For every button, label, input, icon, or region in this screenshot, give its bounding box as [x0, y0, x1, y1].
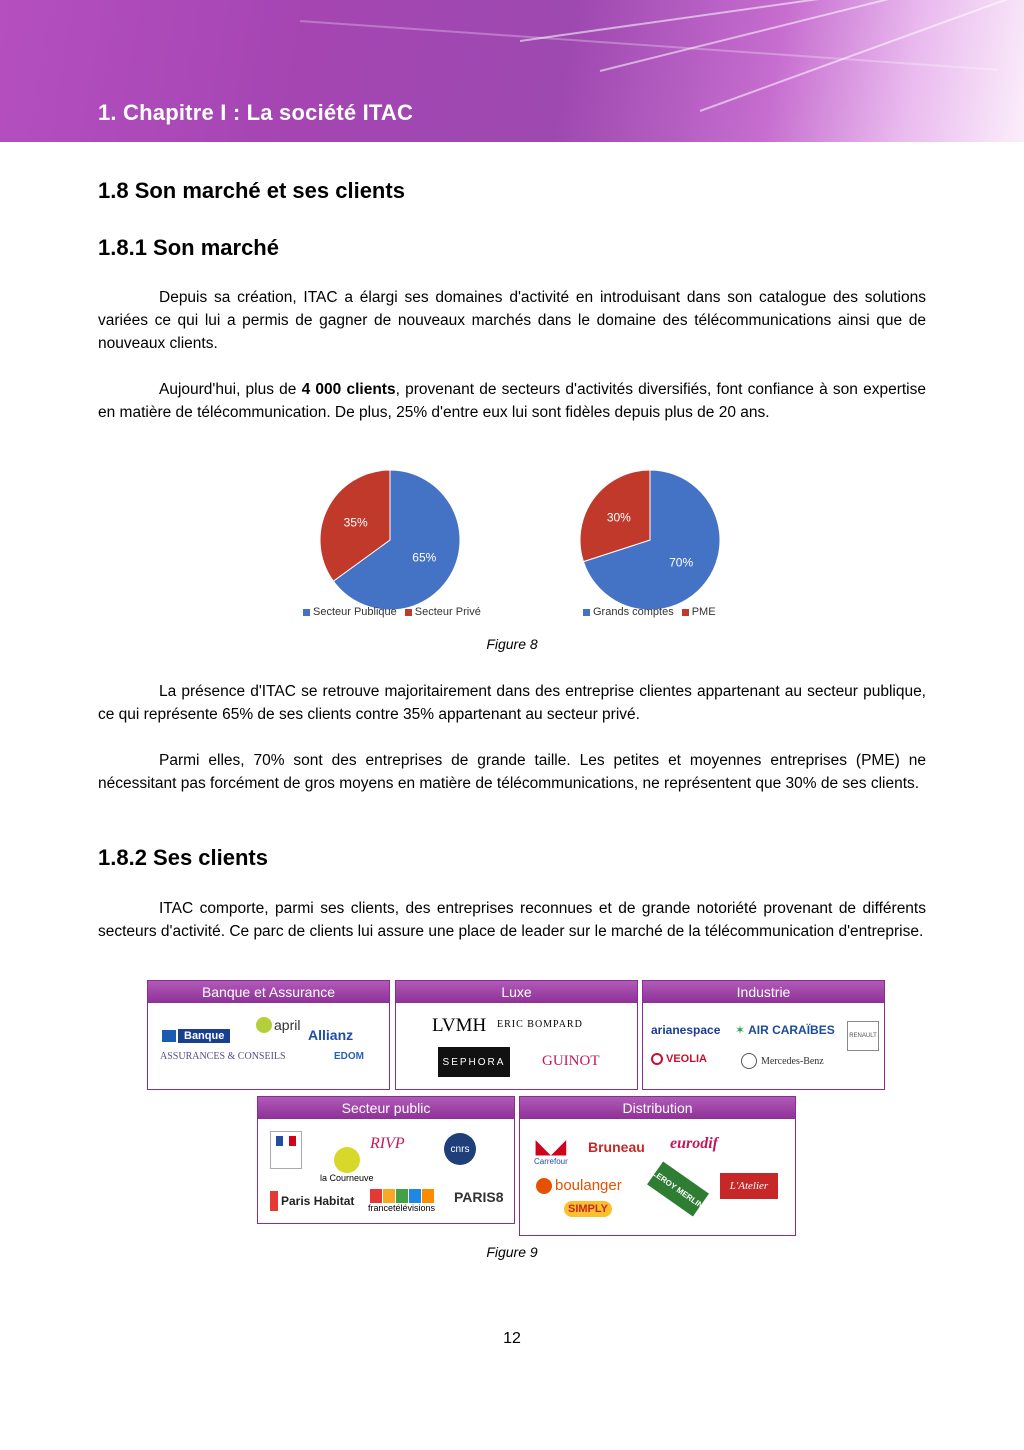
clients-industrie-title: Industrie — [643, 981, 884, 1003]
logo-eric-bompard: ERIC BOMPARD — [497, 1019, 583, 1030]
logo-republique — [270, 1131, 302, 1169]
figure-8-caption: Figure 8 — [486, 636, 538, 652]
logo-renault: RENAULT — [847, 1021, 879, 1051]
clients-bank-box — [147, 980, 390, 1090]
paragraph-market-1: Depuis sa création, ITAC a élargi ses domaines d'activité en introduisant dans son catalogue des solutions variées ce qui lui a permis de gagner de nouveaux marchés dans le domaine des télécommunications ainsi que de nouveaux clients. — [98, 289, 926, 352]
clients-luxe-title: Luxe — [396, 981, 637, 1003]
paragraph-market-4: Parmi elles, 70% sont des entreprises de grande taille. Les petites et moyennes entreprises (PME) ne nécessitant pas forcément de gros moyens en matière de télécommunications, ne représentent que 30% de ses clients. — [98, 752, 926, 792]
pie-chart-sector — [300, 450, 530, 630]
logo-mercedes: Mercedes-Benz — [741, 1053, 824, 1069]
logo-boulanger: boulanger — [536, 1177, 622, 1194]
clients-bank-title: Banque et Assurance — [148, 981, 389, 1003]
logo-eurodif: eurodif — [670, 1135, 718, 1152]
logo-arianespace: arianespace — [651, 1023, 721, 1037]
clients-distribution-box — [519, 1096, 796, 1236]
logo-paris-habitat: Paris Habitat — [270, 1191, 354, 1211]
chapter-title: 1. Chapitre I : La société ITAC — [98, 100, 414, 125]
pie-label-0-0: 65% — [412, 550, 437, 565]
logo-la-courneuve: la Courneuve — [320, 1147, 374, 1183]
logo-bruneau: Bruneau — [588, 1139, 645, 1155]
logo-april: april — [256, 1017, 300, 1033]
legend-size — [583, 606, 716, 618]
pie-label-1-1: 30% — [606, 510, 631, 525]
legend-item-large: Grands comptes — [583, 606, 674, 618]
logo-air-caraibes: ✶ AIR CARAÏBES — [735, 1023, 835, 1037]
logo-france-televisions: francetélévisions — [368, 1189, 435, 1213]
logo-edom: EDOM — [334, 1051, 364, 1062]
legend-item-private: Secteur Privé — [405, 606, 481, 618]
subsection-title-market: 1.8.1 Son marché — [98, 235, 279, 260]
logo-latelier: L'Atelier — [720, 1173, 778, 1199]
clients-public-title: Secteur public — [258, 1097, 514, 1119]
legend-item-public: Secteur Publique — [303, 606, 397, 618]
legend-item-pme: PME — [682, 606, 716, 618]
paragraph-market-3: La présence d'ITAC se retrouve majoritairement dans des entreprise clientes appartenant au secteur publique, ce qui représente 65% de ses clients contre 35% appartenant au secteur privé. — [98, 683, 926, 723]
subsection-title-clients: 1.8.2 Ses clients — [98, 845, 268, 870]
logo-allianz: Allianz — [308, 1027, 354, 1043]
pie-svg-sector — [300, 450, 530, 610]
pie-label-1-0: 70% — [669, 555, 694, 570]
clients-distribution-title: Distribution — [520, 1097, 795, 1119]
logo-simply: SIMPLY — [564, 1201, 612, 1217]
clients-industrie-box — [642, 980, 885, 1090]
logo-leroy-merlin: LEROY MERLIN — [647, 1161, 709, 1216]
logo-paris8: PARIS8 — [454, 1189, 504, 1205]
clients-public-box — [257, 1096, 515, 1224]
logo-sephora: SEPHORA — [438, 1047, 510, 1077]
logo-cnrs: cnrs — [444, 1133, 476, 1165]
logo-guinot: GUINOT — [542, 1053, 600, 1069]
paragraph-clients-1: ITAC comporte, parmi ses clients, des entreprises reconnues et de grande notoriété provenant de différents secteurs d'activité. Ce parc de clients lui assure une place de leader sur le marché de la télécommunication d'entreprise. — [98, 900, 926, 940]
logo-lvmh: LVMH — [432, 1015, 487, 1036]
figure-9-caption: Figure 9 — [486, 1244, 538, 1260]
paragraph-market-2: Aujourd'hui, plus de 4 000 clients, provenant de secteurs d'activités diversifiés, font confiance à son expertise en matière de télécommunication. De plus, 25% d'entre eux lui sont fidèles depuis plus de 20 ans. — [98, 381, 926, 421]
section-title: 1.8 Son marché et ses clients — [98, 178, 405, 203]
logo-assurances: ASSURANCES & CONSEILS — [160, 1051, 286, 1062]
legend-sector — [303, 606, 481, 618]
pie-chart-size — [560, 450, 790, 630]
logo-banque: Banque — [162, 1029, 230, 1043]
logo-carrefour: ◣◢ Carrefour — [534, 1136, 568, 1166]
logo-rivp: RIVP — [370, 1135, 405, 1152]
pie-label-0-1: 35% — [343, 515, 368, 530]
logo-veolia: VEOLIA — [651, 1053, 707, 1065]
clients-count: 4 000 clients — [301, 381, 396, 398]
header-band — [0, 0, 1024, 142]
page-number: 12 — [503, 1330, 521, 1347]
clients-luxe-box — [395, 980, 638, 1090]
pie-svg-size — [560, 450, 790, 610]
